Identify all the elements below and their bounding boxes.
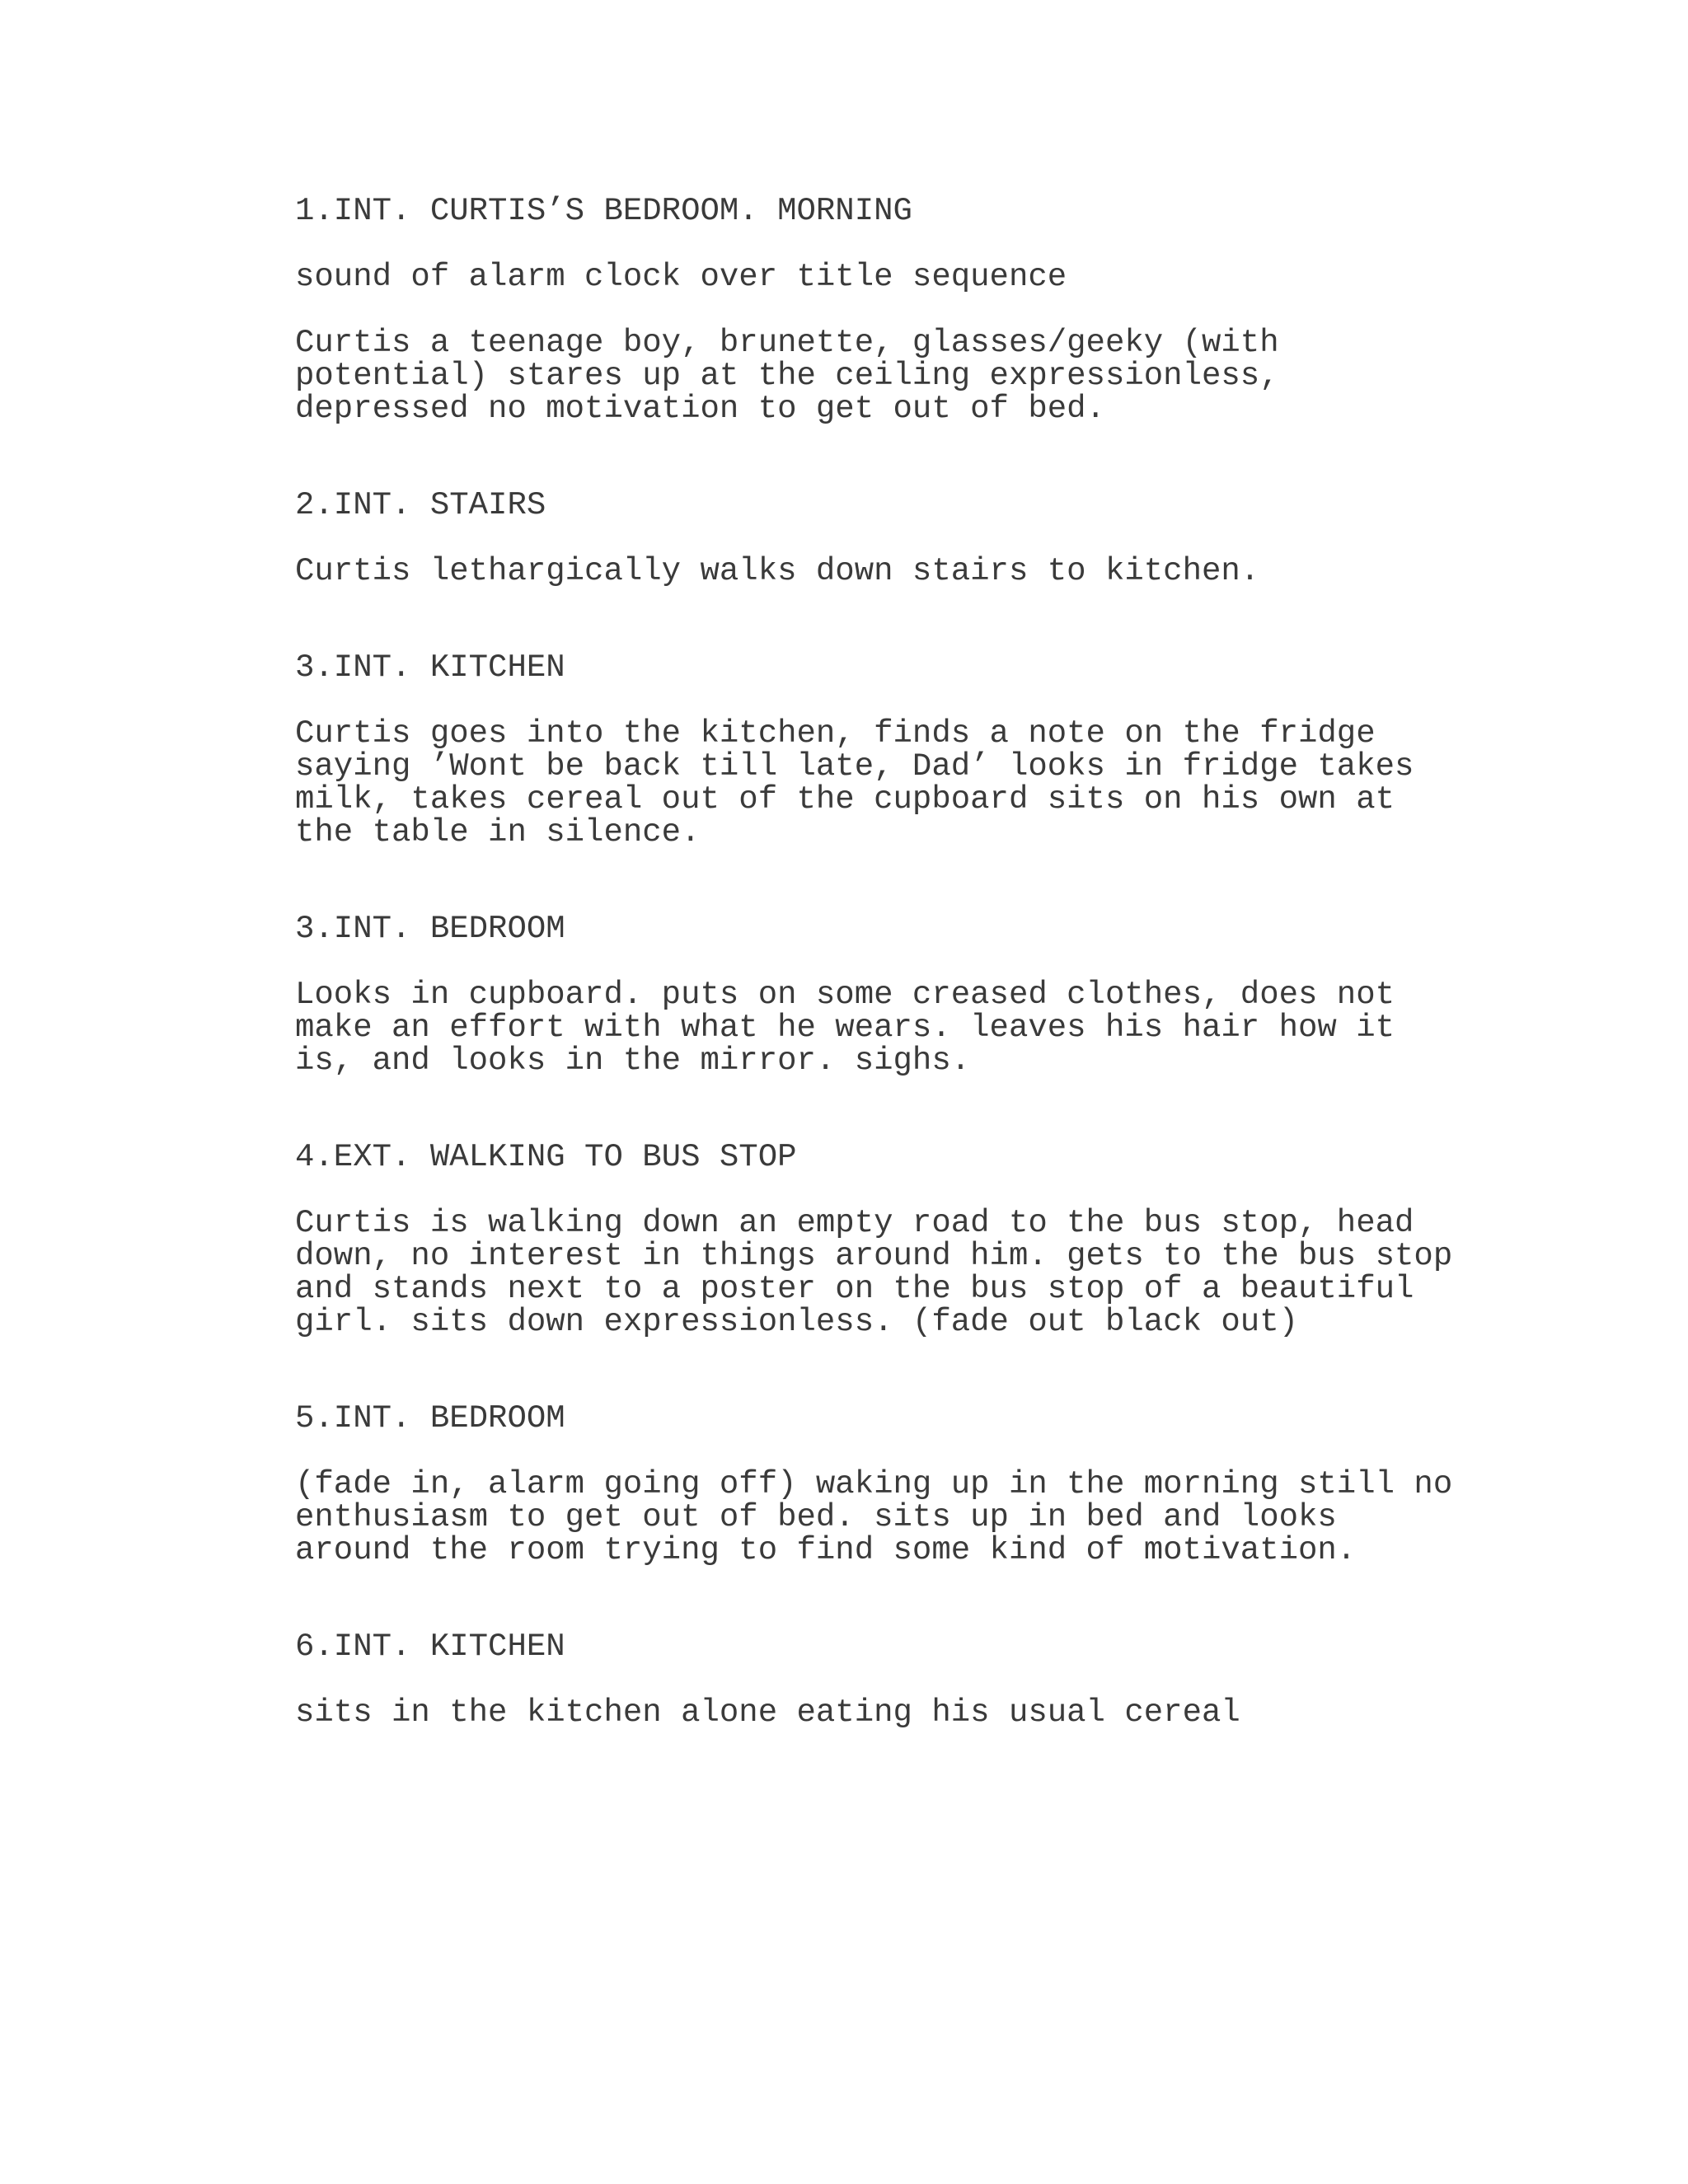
scene-heading: 4.EXT. WALKING TO BUS STOP <box>295 1139 797 1175</box>
action-line: Looks in cupboard. puts on some creased clothes, does not <box>295 977 1395 1013</box>
action-line: sits in the kitchen alone eating his usual cereal <box>295 1694 1240 1731</box>
action-line: Curtis is walking down an empty road to the bus stop, head <box>295 1205 1414 1241</box>
action-line: enthusiasm to get out of bed. sits up in bed and looks <box>295 1499 1337 1535</box>
scene-2 <box>295 489 1581 588</box>
scene-5 <box>295 1141 1581 1338</box>
action-line: depressed no motivation to get out of bed. <box>295 391 1105 427</box>
scene-heading: 3.INT. BEDROOM <box>295 911 565 947</box>
action-line: Curtis goes into the kitchen, finds a note on the fridge <box>295 715 1376 752</box>
action-line: make an effort with what he wears. leaves his hair how it <box>295 1010 1395 1046</box>
action-line: is, and looks in the mirror. sighs. <box>295 1043 971 1079</box>
scene-heading: 3.INT. KITCHEN <box>295 649 565 686</box>
action-line: saying ’Wont be back till late, Dad’ looks in fridge takes <box>295 748 1414 785</box>
action-paragraph <box>295 555 1581 588</box>
action-line: around the room trying to find some kind of motivation. <box>295 1532 1357 1568</box>
action-paragraph <box>295 1207 1581 1338</box>
action-line: down, no interest in things around him. gets to the bus stop <box>295 1238 1453 1274</box>
scene-heading: 1.INT. CURTIS’S BEDROOM. MORNING <box>295 193 912 229</box>
scene-7 <box>295 1630 1581 1729</box>
action-paragraph <box>295 260 1581 293</box>
scene-heading: 5.INT. BEDROOM <box>295 1400 565 1436</box>
action-line: the table in silence. <box>295 814 701 851</box>
action-line: Curtis lethargically walks down stairs to kitchen. <box>295 553 1260 589</box>
screenplay-body <box>295 194 1581 1793</box>
action-line: (fade in, alarm going off) waking up in the morning still no <box>295 1466 1453 1502</box>
action-paragraph <box>295 978 1581 1077</box>
action-line: potential) stares up at the ceiling expressionless, <box>295 358 1279 394</box>
action-line: Curtis a teenage boy, brunette, glasses/geeky (with <box>295 325 1279 361</box>
action-paragraph <box>295 1696 1581 1729</box>
action-line: girl. sits down expressionless. (fade out black out) <box>295 1304 1298 1340</box>
scene-6 <box>295 1402 1581 1567</box>
action-paragraph <box>295 326 1581 425</box>
action-line: milk, takes cereal out of the cupboard sits on his own at <box>295 781 1395 818</box>
scene-heading: 6.INT. KITCHEN <box>295 1629 565 1665</box>
scene-1 <box>295 194 1581 425</box>
action-line: and stands next to a poster on the bus stop of a beautiful <box>295 1271 1414 1307</box>
scene-heading: 2.INT. STAIRS <box>295 487 546 523</box>
action-line: sound of alarm clock over title sequence <box>295 259 1067 295</box>
scene-3 <box>295 651 1581 849</box>
action-paragraph <box>295 717 1581 849</box>
scene-4 <box>295 912 1581 1077</box>
action-paragraph <box>295 1468 1581 1567</box>
